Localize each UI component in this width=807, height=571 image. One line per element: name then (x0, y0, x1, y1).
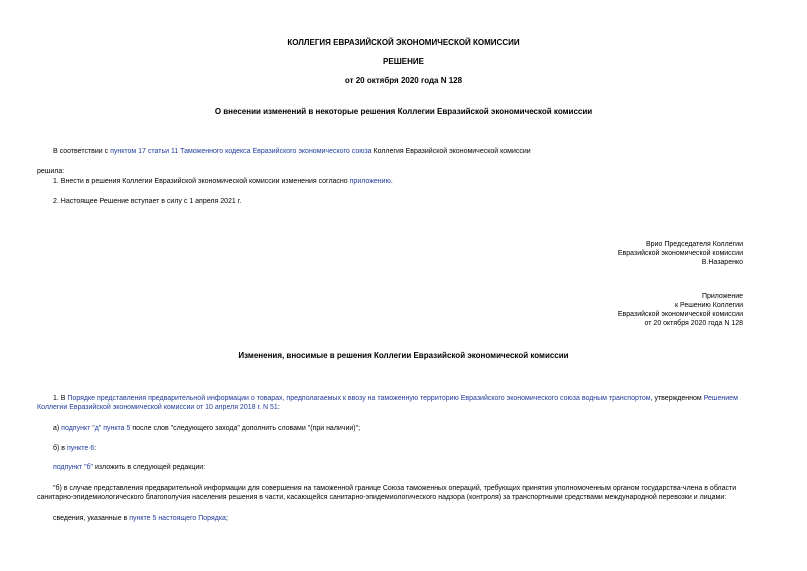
appendix-line-3: Евразийской экономической комиссии (617, 311, 743, 318)
change-b-sub (53, 463, 205, 472)
signature-name: В.Назаренко (701, 259, 743, 266)
signature-line-2: Евразийской экономической комиссии (617, 250, 743, 257)
appendix-link[interactable]: приложению (349, 178, 391, 185)
text-fragment: : (277, 404, 280, 411)
change-b (53, 444, 96, 453)
text-fragment: . (390, 178, 393, 185)
org-name: КОЛЛЕГИЯ ЕВРАЗИЙСКОЙ ЭКОНОМИЧЕСКОЙ КОМИССИИ (287, 38, 520, 47)
text-fragment: после слов "следующего захода" дополнить словами "(при наличии)"; (130, 425, 361, 432)
text-fragment: В соответствии с (53, 148, 111, 155)
decision-51-link[interactable]: Решением Коллегии Евразийской экономической комиссии от 10 апреля 2018 г. N 51 (37, 395, 738, 411)
text-fragment: сведения, указанные в (53, 515, 130, 522)
appendix-line-4: от 20 октября 2020 года N 128 (644, 320, 743, 327)
tks-article-link[interactable]: пунктом 17 статьи 11 Таможенного кодекса Евразийского экономического союза (110, 148, 372, 155)
subpoint-d-link[interactable]: подпункт "д" пункта 5 (61, 425, 131, 432)
signature-line-1: Врио Председателя Коллегии (646, 241, 743, 248)
appendix-line-2: к Решению Коллегии (675, 302, 743, 309)
decision-item-1 (53, 177, 393, 186)
text-fragment: изложить в следующей редакции: (93, 464, 206, 471)
text-fragment: а) (53, 425, 62, 432)
doc-title: О внесении изменений в некоторые решения Коллегии Евразийской экономической комиссии (214, 107, 593, 116)
text-fragment: ; (225, 515, 228, 522)
procedure-link[interactable]: Порядке представления предварительной информации о товарах, предполагаемых к ввозу на таможенную территорию Евразийского экономического союза водным транспортом (67, 395, 651, 402)
decided-label: решила: (37, 168, 65, 175)
change-1-paragraph (37, 394, 767, 412)
text-fragment: б) в (53, 445, 67, 452)
appendix-line-1: Приложение (701, 293, 743, 300)
point-6-link[interactable]: пункте 6 (66, 445, 95, 452)
text-fragment: : (94, 445, 97, 452)
text-fragment: 1. В (53, 395, 68, 402)
change-last-line (53, 514, 228, 523)
point-5-link[interactable]: пункте 5 настоящего Порядка (129, 515, 226, 522)
text-fragment: , утвержденном (650, 395, 704, 402)
decision-item-2: 2. Настоящее Решение вступает в силу с 1 апреля 2021 г. (53, 198, 242, 205)
change-a (53, 424, 360, 433)
doc-type: РЕШЕНИЕ (383, 57, 424, 66)
subpoint-b-link[interactable]: подпункт "б" (53, 464, 94, 471)
preamble-paragraph (53, 147, 531, 156)
changes-title: Изменения, вносимые в решения Коллегии Евразийской экономической комиссии (238, 351, 569, 360)
quoted-wording: "б) в случае представления предварительной информации для совершения на таможенной границе Союза таможенных операций, требующих принятия уполномоченным органом государства-члена в области санитарно-эпидемиологического благополучия населения решения в части, касающейся санитарно-эпидемиологического надзора (контроля) за транспортными средствами международной перевозки и лицами: (37, 485, 737, 501)
text-fragment: Коллегия Евразийской экономической комиссии (371, 148, 531, 155)
text-fragment: 1. Внести в решения Коллегии Евразийской экономической комиссии изменения согласно (53, 178, 350, 185)
doc-date-number: от 20 октября 2020 года N 128 (344, 76, 463, 85)
